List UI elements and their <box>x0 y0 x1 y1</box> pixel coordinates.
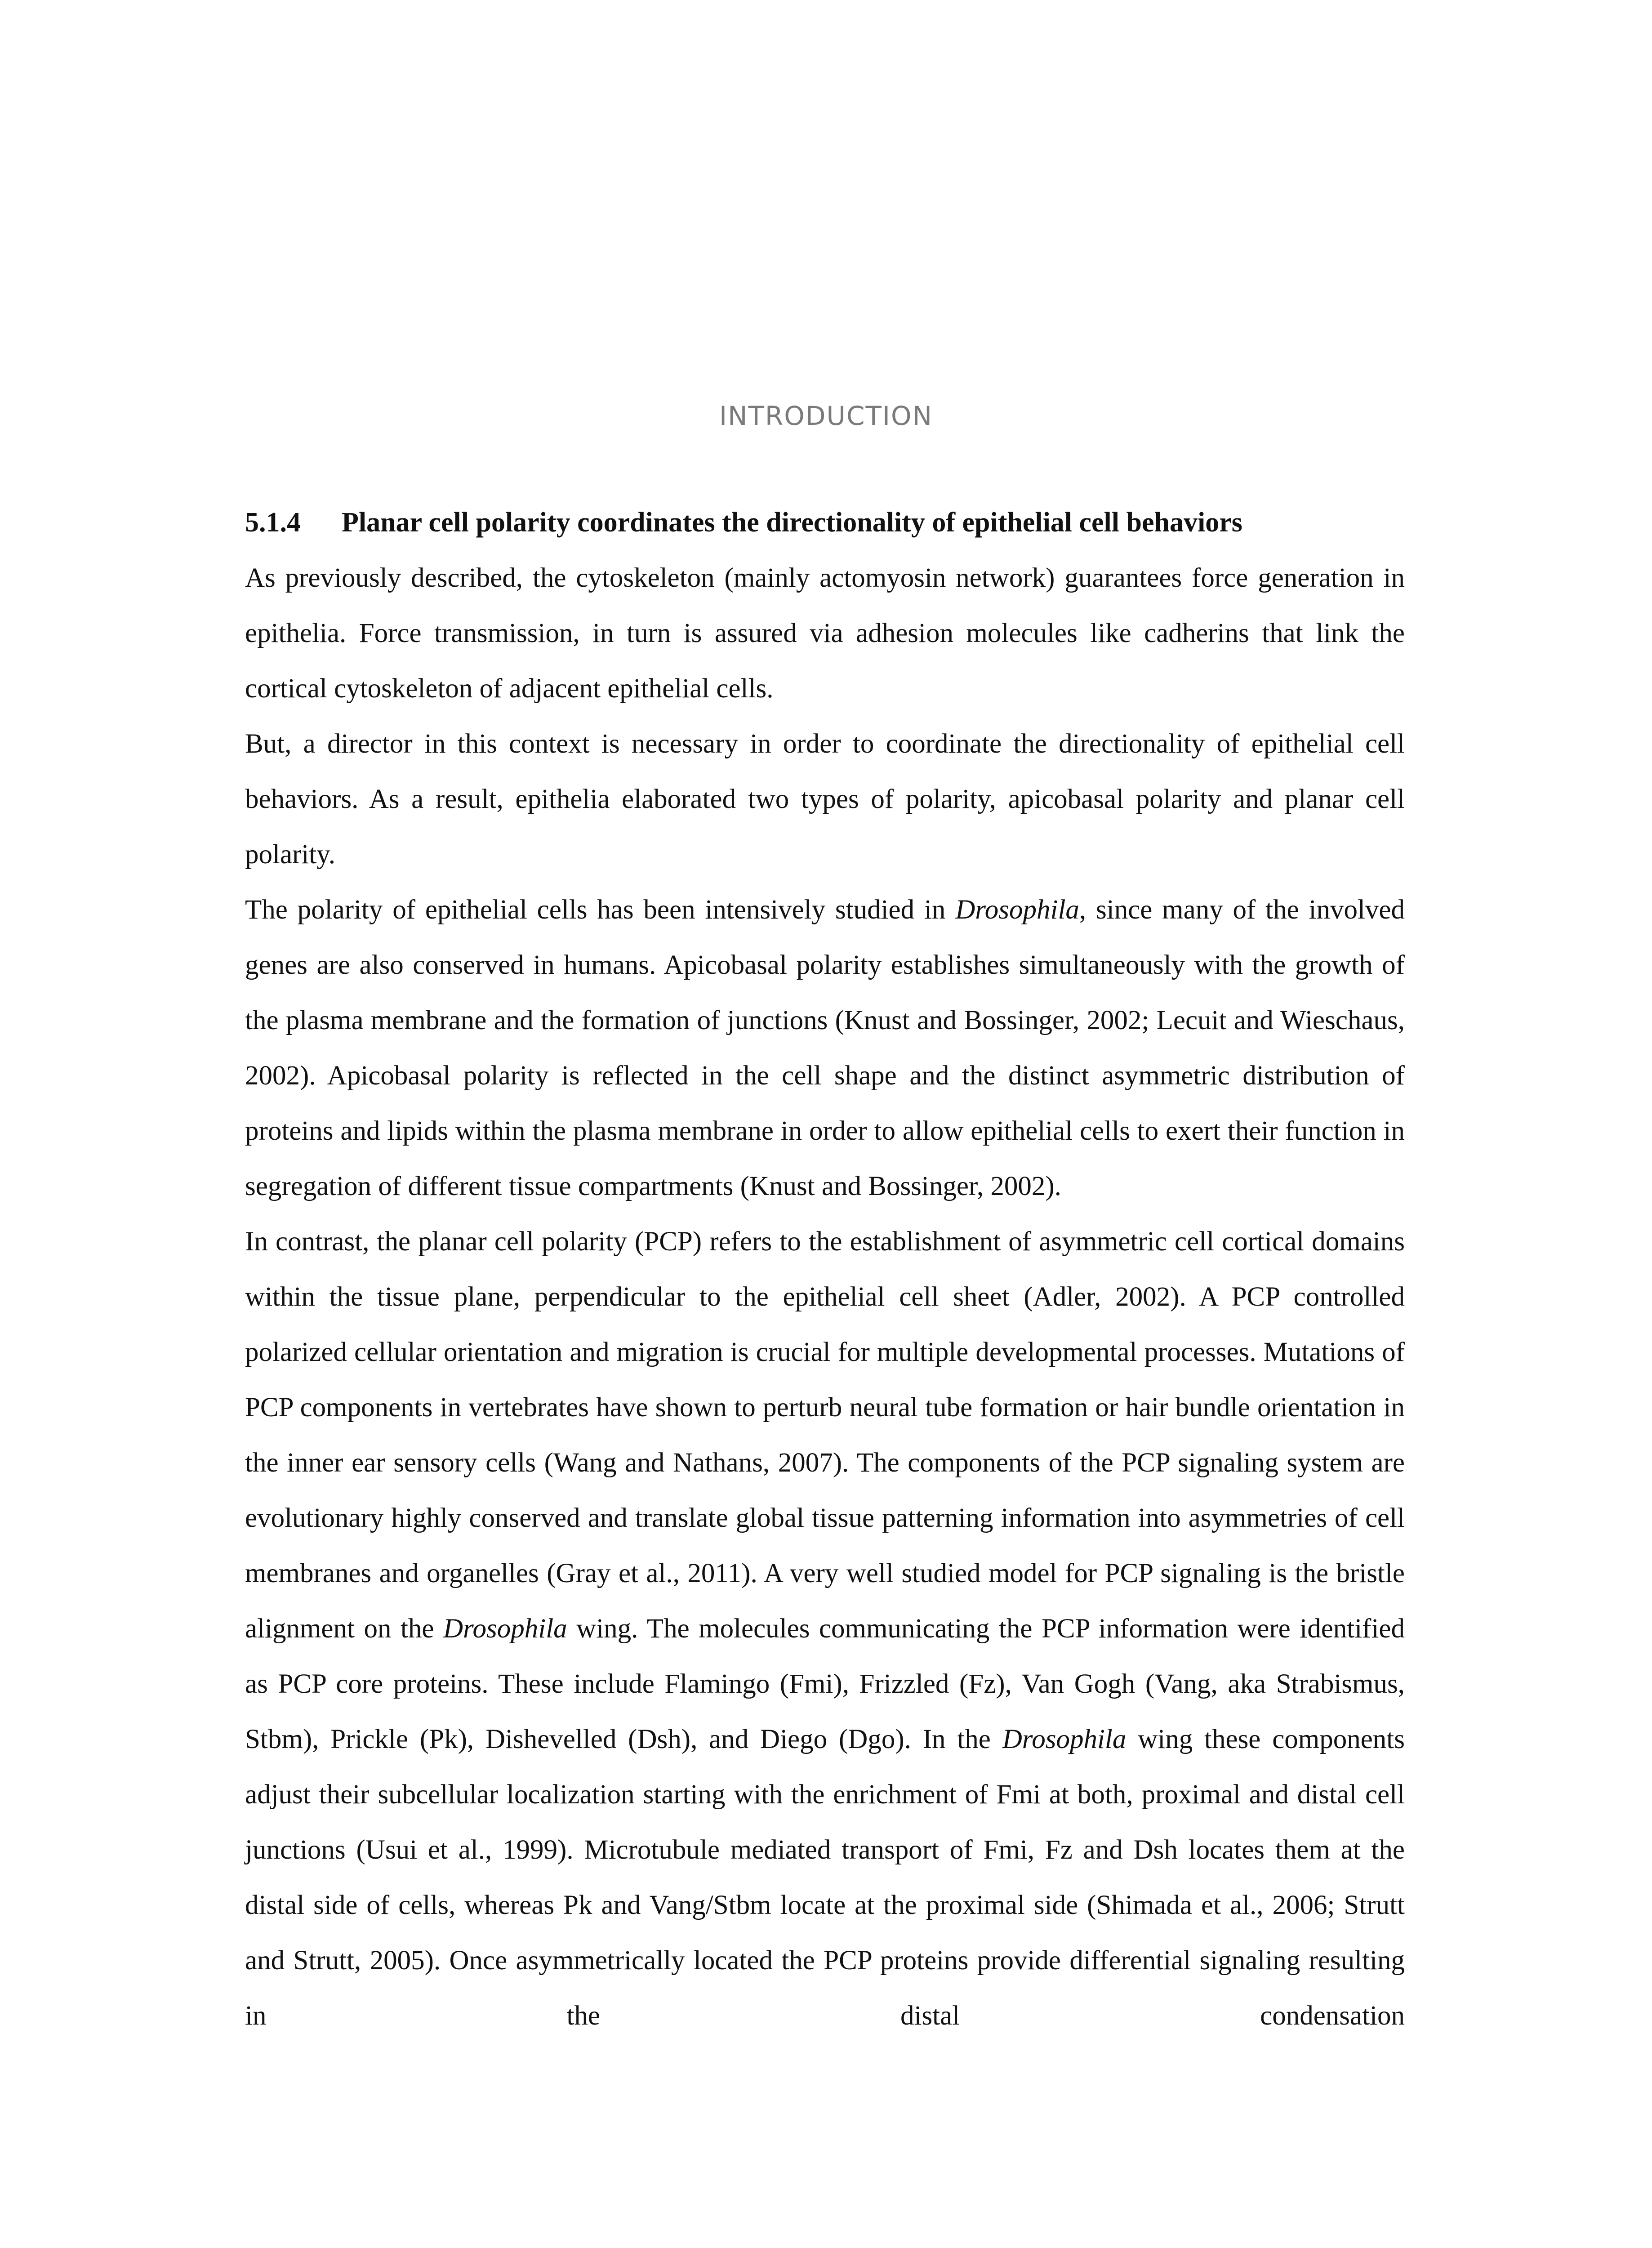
paragraph-4-text-c: wing these components adjust their subcellular localization starting with the enrichment of Fmi at both, proximal and distal cell junctions (Usui et al., 1999). Microtubule mediated transport of Fmi, Fz and Dsh locates them at the distal side of cells, whereas Pk and Vang/Stbm locate at the proximal side (Shimada et al., 2006; Strutt and Strutt, 2005). Once asymmetrically located the PCP proteins provide differential signaling resulting in the distal condensation <box>245 1724 1405 2031</box>
paragraph-4 <box>245 1214 1405 2043</box>
paragraph-4-text-a: In contrast, the planar cell polarity (PCP) refers to the establishment of asymmetric cell cortical domains within the tissue plane, perpendicular to the epithelial cell sheet (Adler, 2002). A PCP controlled polarized cellular orientation and migration is crucial for multiple developmental processes. Mutations of PCP components in vertebrates have shown to perturb neural tube formation or hair bundle orientation in the inner ear sensory cells (Wang and Nathans, 2007). The components of the PCP signaling system are evolutionary highly conserved and translate global tissue patterning information into asymmetries of cell membranes and organelles (Gray et al., 2011). A very well studied model for PCP signaling is the bristle alignment on the <box>245 1227 1405 1644</box>
paragraph-3-text-b: , since many of the involved genes are also conserved in humans. Apicobasal polarity establishes simultaneously with the growth of the plasma membrane and the formation of junctions (Knust and Bossinger, 2002; Lecuit and Wieschaus, 2002). Apicobasal polarity is reflected in the cell shape and the distinct asymmetric distribution of proteins and lipids within the plasma membrane in order to allow epithelial cells to exert their function in segregation of different tissue compartments (Knust and Bossinger, 2002). <box>245 895 1405 1201</box>
paragraph-3-species-italic: Drosophila <box>955 895 1079 925</box>
paragraph-2: But, a director in this context is necessary in order to coordinate the directionality of epithelial cell behaviors. As a result, epithelia elaborated two types of polarity, apicobasal polarity and planar cell polarity. <box>245 729 1405 870</box>
section-title: Planar cell polarity coordinates the directionality of epithelial cell behaviors <box>342 507 1242 538</box>
page-body <box>245 495 1405 2043</box>
section-number: 5.1.4 <box>245 507 301 538</box>
paragraph-3 <box>245 882 1405 1214</box>
paragraph-3-text-a: The polarity of epithelial cells has been intensively studied in <box>245 895 956 925</box>
section-heading <box>245 495 1405 550</box>
paragraph-4-species-italic-2: Drosophila <box>1002 1724 1127 1754</box>
paragraph-4-species-italic-1: Drosophila <box>443 1614 567 1644</box>
paragraph-1: As previously described, the cytoskeleton (mainly actomyosin network) guarantees force generation in epithelia. Force transmission, in turn is assured via adhesion molecules like cadherins that link the cortical cytoskeleton of adjacent epithelial cells. <box>245 563 1405 704</box>
paragraph-4-text-b: wing. The molecules communicating the PCP information were identified as PCP core proteins. These include Flamingo (Fmi), Frizzled (Fz), Van Gogh (Vang, aka Strabismus, Stbm), Prickle (Pk), Dishevelled (Dsh), and Diego (Dgo). In the <box>245 1614 1405 1754</box>
running-header: INTRODUCTION <box>719 401 933 431</box>
